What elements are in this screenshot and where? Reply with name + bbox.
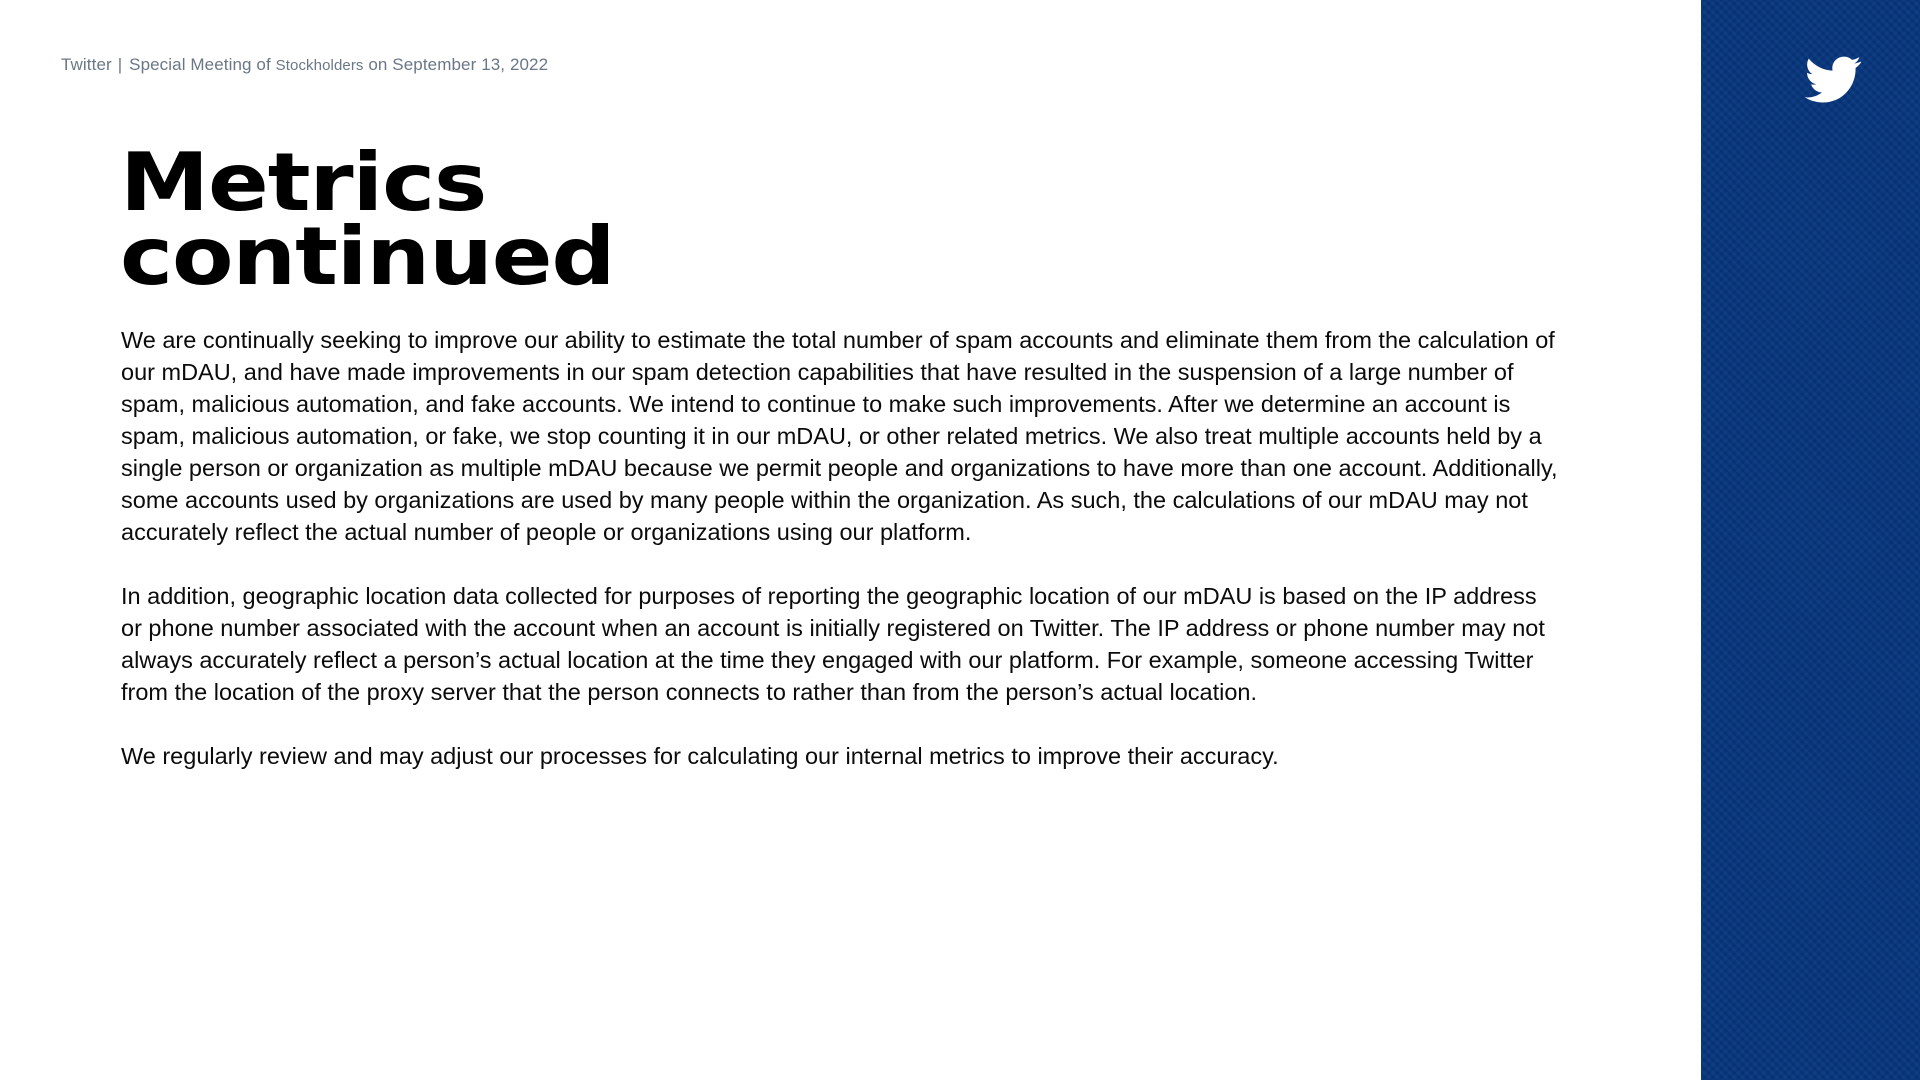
paragraph-geographic-location: In addition, geographic location data collected for purposes of reporting the geographic location of our mDAU is based on the IP address or phone number associated with the account when an account is initially registered on Twitter. The IP address or phone number may not always accurately reflect a person’s actual location at the time they engaged with our platform. For example, someone accessing Twitter from the location of the proxy server that the person connects to rather than from the person’s actual location.: [121, 583, 1545, 705]
page-title: [120, 136, 615, 303]
brand-side-panel: [1701, 0, 1920, 1080]
header-separator: |: [117, 55, 123, 74]
page-title-line-1: Metrics: [120, 136, 487, 229]
header-meeting-prefix: Special Meeting of: [129, 55, 271, 74]
page-title-line-2: continued: [120, 210, 615, 303]
header-meeting-suffix: on September 13, 2022: [368, 55, 549, 74]
paragraph-review-processes: We regularly review and may adjust our processes for calculating our internal metrics to improve their accuracy.: [121, 743, 1279, 769]
header-brand: Twitter: [61, 55, 112, 74]
body-text: [121, 324, 1561, 804]
paragraph-spam-accounts: We are continually seeking to improve our ability to estimate the total number of spam accounts and eliminate them from the calculation of our mDAU, and have made improvements in our spam detection capabilities that have resulted in the suspension of a large number of spam, malicious automation, and fake accounts. We intend to continue to make such improvements. After we determine an account is spam, malicious automation, or fake, we stop counting it in our mDAU, or other related metrics. We also treat multiple accounts held by a single person or organization as multiple mDAU because we permit people and organizations to have more than one account. Additionally, some accounts used by organizations are used by many people within the organization. As such, the calculations of our mDAU may not accurately reflect the actual number of people or organizations using our platform.: [121, 327, 1558, 545]
twitter-bird-icon: [1804, 56, 1862, 104]
header-meeting-group: Stockholders: [275, 57, 364, 74]
meeting-header: [61, 55, 548, 75]
